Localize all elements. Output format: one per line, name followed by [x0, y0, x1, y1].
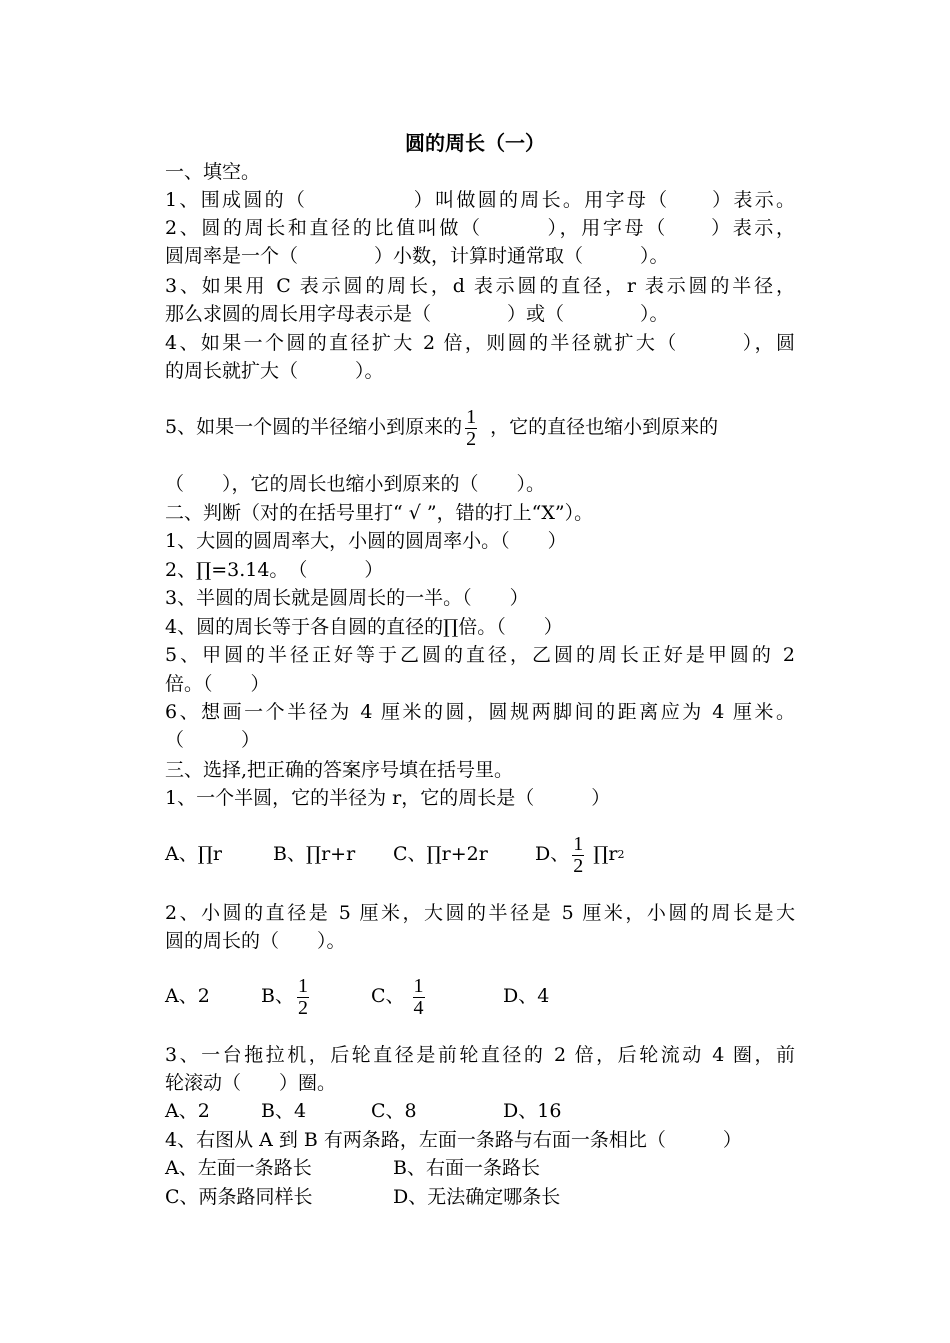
- s3-q3-option-a: A、2: [165, 1100, 210, 1122]
- s2-question-2: 2、∏=3.14。 （ ）: [165, 559, 384, 581]
- option-c-label: C、: [371, 985, 405, 1007]
- s3-q1-option-a: A、∏r: [165, 843, 222, 865]
- fraction-denominator: 2: [573, 854, 584, 877]
- option-d-expression: ∏r: [593, 843, 618, 865]
- s3-question-3-line-1: 3、一台拖拉机，后轮直径是前轮直径的 2 倍，后轮流动 4 圈，前: [165, 1044, 795, 1066]
- section-2-heading: 二、判断（对的在括号里打“ √ ”，错的打上“X”）。: [165, 502, 594, 524]
- fraction-numerator: 1: [413, 974, 424, 997]
- s3-question-2-options: [165, 970, 795, 1022]
- s3-q1-option-d: [535, 828, 624, 881]
- s3-q4-option-a: A、左面一条路长: [165, 1157, 312, 1179]
- page-title: 圆的周长（一）: [405, 131, 545, 155]
- s3-q3-option-c: C、8: [371, 1100, 417, 1122]
- s3-q2-option-a: A、2: [165, 985, 210, 1007]
- s3-q4-option-d: D、无法确定哪条长: [393, 1186, 561, 1208]
- s3-q1-option-c: C、∏r+2r: [393, 843, 488, 865]
- option-b-label: B、: [261, 985, 294, 1007]
- fraction-denominator: 4: [413, 996, 424, 1019]
- option-d-exponent: 2: [617, 848, 625, 861]
- s2-question-6-line-1: 6、想画一个半径为 4 厘米的圆，圆规两脚间的距离应为 4 厘米。: [165, 701, 795, 723]
- s1-question-5-line-2: （ ），它的周长也缩小到原来的（ ）。: [165, 473, 546, 495]
- s3-question-1-options: [165, 828, 795, 880]
- fraction-denominator: 2: [466, 427, 477, 450]
- fraction-numerator: 1: [573, 832, 584, 855]
- s3-q1-option-b: B、∏r+r: [273, 843, 356, 865]
- s1-question-2-line-2: 圆周率是一个（ ）小数，计算时通常取（ ）。: [165, 245, 669, 267]
- s1-question-4-line-1: 4、如果一个圆的直径扩大 2 倍，则圆的半径就扩大（ ），圆: [165, 332, 795, 354]
- s3-q4-option-b: B、右面一条路长: [393, 1157, 540, 1179]
- s3-question-4: 4、右图从 A 到 B 有两条路，左面一条路与右面一条相比（ ）: [165, 1129, 742, 1151]
- s1-question-5-line-1: [165, 404, 795, 450]
- option-d-label: D、: [535, 843, 570, 865]
- fraction-numerator: 1: [466, 405, 477, 428]
- s3-question-3-line-2: 轮滚动（ ）圈。: [165, 1072, 337, 1094]
- s3-q2-option-d: D、4: [503, 985, 550, 1007]
- s1-question-2-line-1: 2、圆的周长和直径的比值叫做（ ），用字母（ ）表示，: [165, 217, 795, 239]
- section-3-heading: 三、选择,把正确的答案序号填在括号里。: [165, 759, 514, 781]
- fraction-numerator: 1: [297, 974, 308, 997]
- s3-q3-option-d: D、16: [503, 1100, 562, 1122]
- s3-q2-option-b: [261, 970, 312, 1022]
- fraction-one-half: [297, 976, 309, 1019]
- s2-question-6-line-2: （ ）: [165, 729, 261, 751]
- s2-question-3: 3、半圆的周长就是圆周长的一半。（ ）: [165, 587, 529, 609]
- s1-question-1: 1、围成圆的（ ）叫做圆的周长。用字母（ ）表示。: [165, 189, 795, 211]
- s1-q5-text-before: 5、如果一个圆的半径缩小到原来的: [165, 416, 463, 438]
- s3-q4-option-c: C、两条路同样长: [165, 1186, 313, 1208]
- s2-question-5-line-1: 5、甲圆的半径正好等于乙圆的直径，乙圆的周长正好是甲圆的 2: [165, 644, 795, 666]
- fraction-one-half: [572, 834, 584, 877]
- s3-question-1: 1、一个半圆，它的半径为 r，它的周长是（ ）: [165, 787, 611, 809]
- section-1-heading: 一、填空。: [165, 161, 261, 183]
- s1-question-3-line-1: 3、如果用 C 表示圆的周长，d 表示圆的直径，r 表示圆的半径，: [165, 275, 795, 297]
- s2-question-5-line-2: 倍。（ ）: [165, 673, 270, 695]
- fraction-one-half: [465, 407, 477, 450]
- s1-question-3-line-2: 那么求圆的周长用字母表示是（ ）或（ ）。: [165, 303, 669, 325]
- s2-question-1: 1、大圆的圆周率大，小圆的圆周率小。（ ）: [165, 530, 567, 552]
- s3-question-2-line-1: 2、小圆的直径是 5 厘米，大圆的半径是 5 厘米，小圆的周长是大: [165, 902, 795, 924]
- s2-question-4: 4、圆的周长等于各自圆的直径的∏倍。（ ）: [165, 616, 563, 638]
- fraction-one-quarter: [413, 976, 425, 1019]
- fraction-denominator: 2: [297, 996, 308, 1019]
- s3-q3-option-b: B、4: [261, 1100, 307, 1122]
- s1-question-4-line-2: 的周长就扩大（ ）。: [165, 360, 384, 382]
- s3-q2-option-c: [371, 970, 428, 1022]
- s1-q5-text-after: ，它的直径也缩小到原来的: [490, 416, 719, 438]
- s3-question-2-line-2: 圆的周长的（ ）。: [165, 930, 346, 952]
